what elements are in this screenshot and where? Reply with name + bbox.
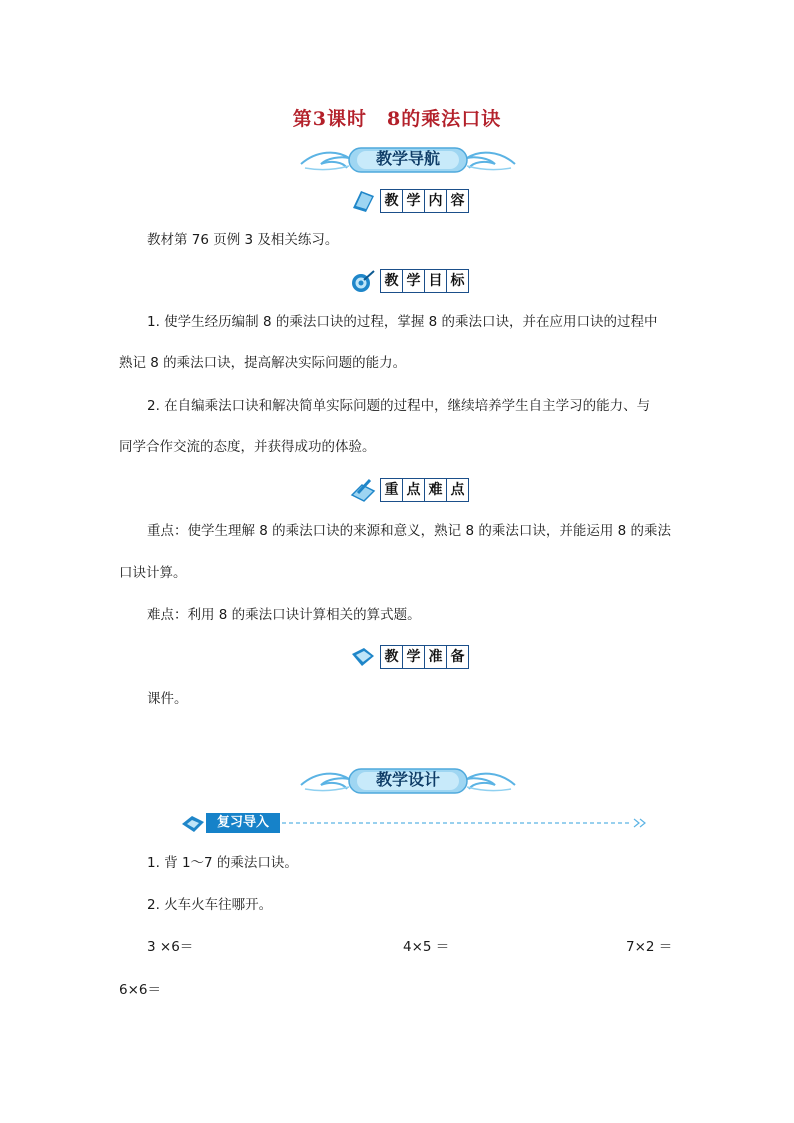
review-tag-label: 复习导入 <box>206 813 280 833</box>
goals-line-4: 同学合作交流的态度，并获得成功的体验。 <box>119 439 376 455</box>
section-char: 容 <box>450 193 465 209</box>
section-title-keypoints <box>380 478 469 502</box>
review-expr-3: 7×2 ＝ <box>626 939 673 955</box>
section-char: 教 <box>381 646 403 668</box>
section-char: 学 <box>403 270 425 292</box>
page-title: 第3课时 8的乘法口诀 <box>292 108 502 130</box>
section-char: 重 <box>381 479 403 501</box>
review-tag <box>180 810 660 836</box>
review-icon <box>180 810 206 836</box>
keypoints-line-2: 口诀计算。 <box>119 565 187 581</box>
section-char: 标 <box>450 273 465 289</box>
keypoints-line-1: 重点：使学生理解 8 的乘法口诀的来源和意义，熟记 8 的乘法口诀，并能运用 8 的乘法 <box>147 523 672 539</box>
section-char: 准 <box>425 646 447 668</box>
section-char: 学 <box>403 646 425 668</box>
section-char: 内 <box>425 190 447 212</box>
content-text: 教材第 76 页例 3 及相关练习。 <box>147 232 339 248</box>
section-char: 备 <box>450 649 465 665</box>
pencil-book-icon <box>350 477 376 503</box>
banner-label: 教学导航 <box>375 149 440 168</box>
section-title-content <box>380 189 469 213</box>
section-char: 学 <box>403 190 425 212</box>
review-item-1: 1. 背 1～7 的乘法口诀。 <box>147 855 298 871</box>
section-char: 难 <box>425 479 447 501</box>
target-icon <box>350 268 376 294</box>
goals-line-2: 熟记 8 的乘法口诀，提高解决实际问题的能力。 <box>119 355 407 371</box>
banner-teaching-nav <box>297 142 519 176</box>
review-expr-2: 4×5 ＝ <box>403 939 450 955</box>
section-char: 点 <box>450 482 465 498</box>
goals-line-1: 1. 使学生经历编制 8 的乘法口诀的过程，掌握 8 的乘法口诀，并在应用口诀的过程中 <box>147 314 658 330</box>
review-expr-4: 6×6＝ <box>119 982 161 998</box>
banner-label: 教学设计 <box>375 770 440 789</box>
section-title-goals <box>380 269 469 293</box>
section-title-prep <box>380 645 469 669</box>
banner-teaching-design <box>297 763 519 797</box>
section-char: 点 <box>403 479 425 501</box>
prep-text: 课件。 <box>147 691 188 707</box>
notebook-icon <box>350 188 376 214</box>
section-char: 教 <box>381 190 403 212</box>
dashed-arrow-icon <box>280 810 652 836</box>
review-expr-1: 3 ×6＝ <box>147 939 194 955</box>
keypoints-line-3: 难点：利用 8 的乘法口诀计算相关的算式题。 <box>147 607 421 623</box>
section-char: 目 <box>425 270 447 292</box>
folder-icon <box>350 644 376 670</box>
review-item-2: 2. 火车火车往哪开。 <box>147 897 273 913</box>
section-char: 教 <box>381 270 403 292</box>
goals-line-3: 2. 在自编乘法口诀和解决简单实际问题的过程中，继续培养学生自主学习的能力、与 <box>147 398 651 414</box>
